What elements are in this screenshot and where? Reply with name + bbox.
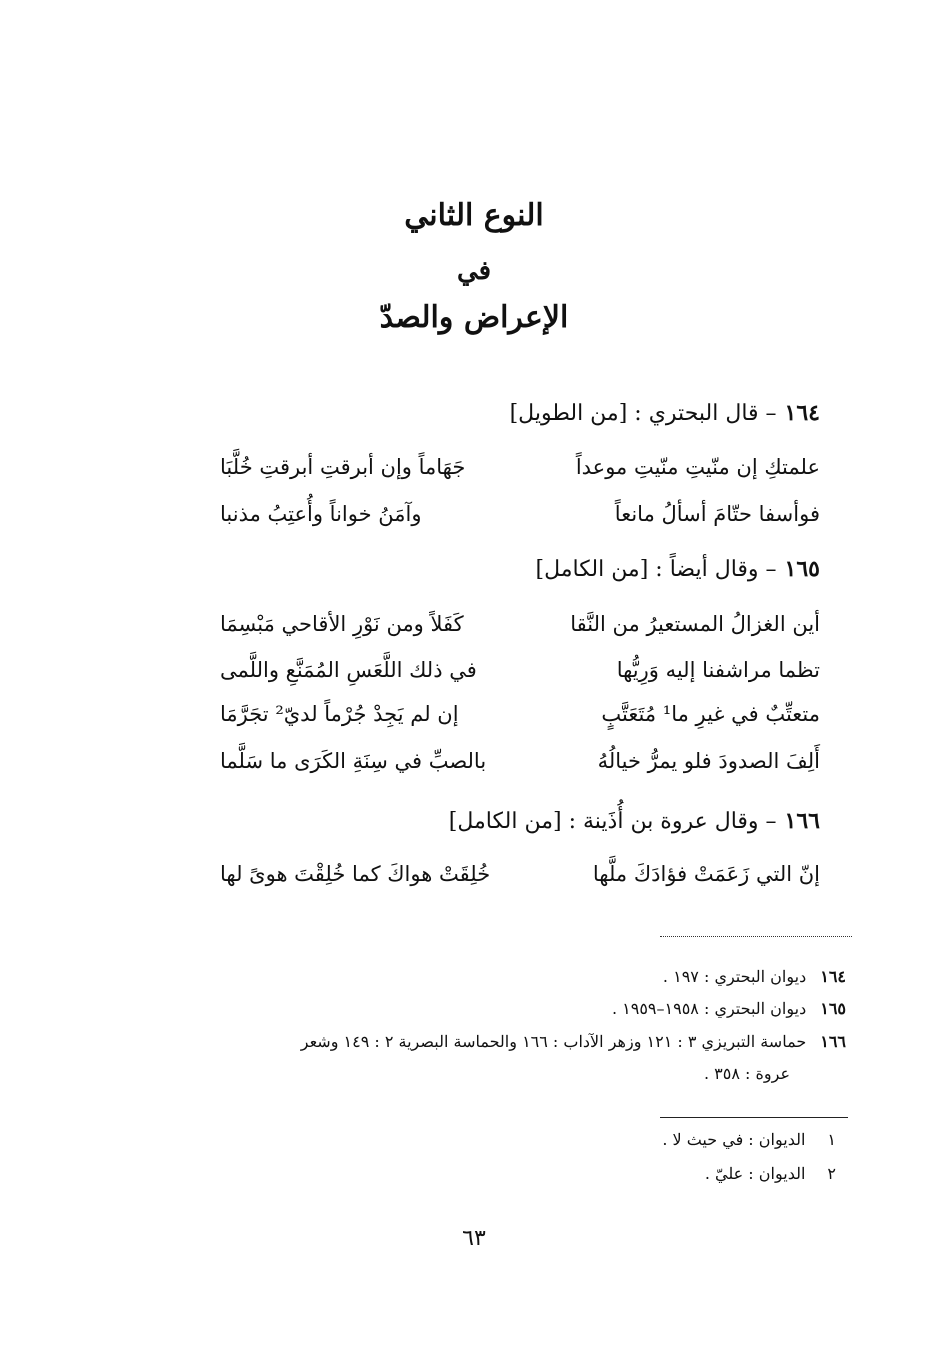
verse-second-hemistich: إن لم يَجِدْ جُرْماً لديّ² تجَرَّمَا	[220, 702, 459, 726]
page-number: ٦٣	[462, 1226, 486, 1251]
variant-note	[436, 1130, 836, 1149]
verse-second-hemistich: جَهَاماً وإن أبرقتِ أبرقتِ خُلَّبَا	[220, 455, 466, 479]
entry-number: ١٦٤	[784, 400, 820, 426]
verse-second-hemistich: خُلِقَتْ هواكَ كما خُلِقْتَ هوىً لها	[220, 862, 491, 886]
verse-first-hemistich: متعتِّبٌ في غيرِ ما¹ مُتَعَتَّبٍ	[601, 702, 820, 726]
verse-first-hemistich: إنّ التي زَعَمَتْ فؤادَكَ ملَّها	[592, 862, 820, 886]
chapter-word: في	[456, 256, 492, 286]
footnote-text: حماسة التبريزي ٣ : ١٢١ وزهر الآداب : ١٦٦ والحماسة البصرية ٢ : ١٤٩ وشعر	[300, 1032, 807, 1051]
entry-intro: – قال البحتري : [من الطويل]	[509, 401, 777, 426]
verse-line	[220, 455, 820, 491]
entry-heading	[120, 400, 820, 426]
verse-line	[220, 702, 820, 738]
verse-line	[220, 658, 820, 694]
entry-heading	[120, 808, 820, 834]
note-number: ٢	[827, 1164, 836, 1183]
note-number: ١	[827, 1130, 836, 1149]
chapter-subject: الإعراض والصدّ	[379, 300, 569, 335]
verse-first-hemistich: تظما مراشفنا إليه وَرِيُّها	[616, 658, 820, 682]
verse-first-hemistich: علمتكِ إن منّيتِ منّيتِ موعداً	[575, 455, 820, 479]
footnote-continuation: عروة : ٣٥٨ .	[704, 1064, 790, 1083]
entry-number: ١٦٥	[784, 556, 820, 582]
entry-number: ١٦٦	[784, 808, 820, 834]
footnote-number: ١٦٦	[820, 1032, 846, 1051]
footnote-separator	[660, 936, 852, 937]
verse-first-hemistich: فوأسفا حتّامَ أسألُ مانعاً	[614, 502, 820, 526]
verse-first-hemistich: أين الغزالُ المستعيرُ من النَّقا	[570, 612, 820, 636]
verse-second-hemistich: كَفَلاً ومن نَوْرِ الأقاحي مَبْسِمَا	[220, 612, 464, 636]
chapter-title: النوع الثاني	[404, 198, 544, 233]
footnote-source	[86, 1027, 846, 1057]
verse-line	[220, 862, 820, 898]
verse-line	[220, 612, 820, 648]
note-text: الديوان : عليّ .	[704, 1164, 806, 1183]
notes-separator	[660, 1117, 848, 1118]
entry-intro: – وقال أيضاً : [من الكامل]	[535, 557, 777, 582]
verse-first-hemistich: أَلِفَ الصدودَ فلو يمرُّ خيالُهُ	[597, 749, 820, 773]
verse-line	[220, 502, 820, 538]
verse-second-hemistich: وآمَنُ خواناً وأُعتِبُ مذنبا	[220, 502, 422, 526]
footnote-source	[86, 994, 846, 1024]
footnote-text: ديوان البحتري : ١٩٧ .	[662, 967, 807, 986]
entry-intro: – وقال عروة بن أُذَينة : [من الكامل]	[448, 809, 777, 834]
verse-second-hemistich: في ذلك اللَّعَسِ المُمَنَّعِ واللَّمى	[220, 658, 477, 682]
verse-second-hemistich: بالصبِّ في سِنَةِ الكَرَى ما سَلَّما	[220, 749, 487, 773]
footnote-source	[86, 962, 846, 992]
entry-heading	[120, 556, 820, 582]
variant-note	[436, 1164, 836, 1183]
verse-line	[220, 749, 820, 785]
footnote-number: ١٦٥	[820, 999, 846, 1018]
footnote-number: ١٦٤	[820, 967, 846, 986]
footnote-text: ديوان البحتري : ١٩٥٨–١٩٥٩ .	[611, 999, 807, 1018]
note-text: الديوان : في حيث لا .	[662, 1130, 806, 1149]
